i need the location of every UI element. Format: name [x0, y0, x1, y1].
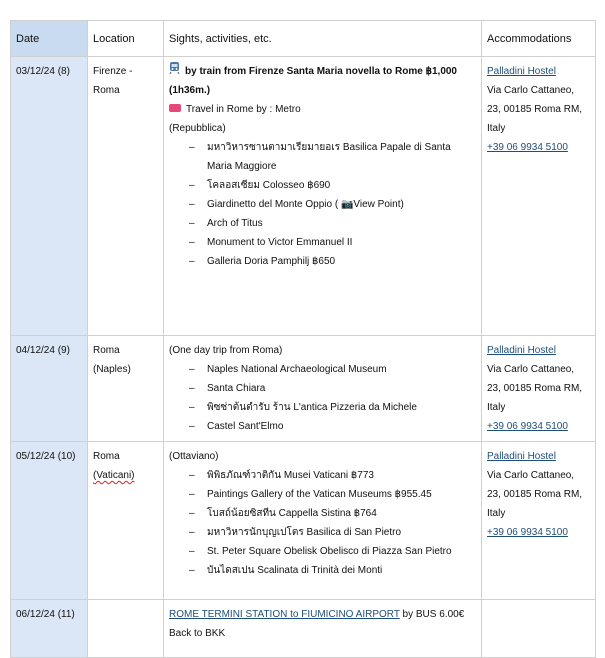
phone-link[interactable]: +39 06 9934 5100 [487, 527, 568, 538]
address-line: Via Carlo Cattaneo, [487, 85, 575, 96]
transfer-line [169, 605, 476, 624]
sights-cell [164, 57, 482, 336]
phone-link[interactable]: +39 06 9934 5100 [487, 421, 568, 432]
accommodation-cell [482, 57, 596, 336]
list-item: – Giardinetto del Monte Oppio ( 📷View Point) [207, 195, 476, 214]
list-item: – St. Peter Square Obelisk Obelisco di Piazza San Pietro [207, 542, 476, 561]
accommodation-cell [482, 600, 596, 658]
header-row [11, 21, 596, 57]
location-line: Firenze - [93, 66, 133, 77]
date-cell: 03/12/24 (8) [11, 57, 88, 336]
list-item: – โคลอสเซียม Colosseo ฿690 [207, 176, 476, 195]
header-location: Location [88, 21, 164, 57]
list-item: – Galleria Doria Pamphilj ฿650 [207, 252, 476, 271]
train-icon [169, 62, 180, 81]
location-line: Roma [93, 451, 120, 462]
address-line: 23, 00185 Roma RM, [487, 489, 583, 500]
note-text: (One day trip from Roma) [169, 345, 283, 356]
phone-link[interactable]: +39 06 9934 5100 [487, 142, 568, 153]
metro-ticket-icon [169, 100, 181, 119]
address-line: Italy [487, 508, 506, 519]
hostel-link[interactable]: Palladini Hostel [487, 451, 556, 462]
list-item: – โบสถ์น้อยซิสทีน Cappella Sistina ฿764 [207, 504, 476, 523]
hostel-link[interactable]: Palladini Hostel [487, 345, 556, 356]
table-row [11, 442, 596, 600]
address-line: Via Carlo Cattaneo, [487, 470, 575, 481]
list-item: – Monument to Victor Emmanuel II [207, 233, 476, 252]
location-line: Roma [93, 85, 120, 96]
address-line: Italy [487, 123, 506, 134]
sights-list [169, 466, 476, 580]
list-item: – พิพิธภัณฑ์วาติกัน Musei Vaticani ฿773 [207, 466, 476, 485]
itinerary-table [10, 20, 596, 658]
header-sights: Sights, activities, etc. [164, 21, 482, 57]
accommodation-cell [482, 442, 596, 600]
list-item: – พิซซ่าต้นตำรับ ร้าน L'antica Pizzeria da Michele [207, 398, 476, 417]
sights-cell [164, 442, 482, 600]
location-line: (Naples) [93, 364, 131, 375]
date-cell: 06/12/24 (11) [11, 600, 88, 658]
header-accommodations: Accommodations [482, 21, 596, 57]
list-item: – มหาวิหารนักบุญเปโตร Basilica di San Pietro [207, 523, 476, 542]
list-item: – มหาวิหารซานตามาเรียมายอเร Basilica Papale di Santa Maria Maggiore [207, 138, 476, 176]
location-cell [88, 336, 164, 442]
location-line: (Vaticani) [93, 470, 135, 481]
location-cell [88, 600, 164, 658]
station-text: (Repubblica) [169, 123, 226, 135]
list-item: – บันไดสเปน Scalinata di Trinità dei Monti [207, 561, 476, 580]
train-text: by train from Firenze Santa Maria novella to Rome ฿1,000 (1h36m.) [169, 66, 457, 97]
table-row [11, 336, 596, 442]
transfer-suffix: by BUS 6.00€ [399, 609, 465, 620]
location-cell [88, 57, 164, 336]
list-item: – Arch of Titus [207, 214, 476, 233]
table-row [11, 600, 596, 658]
travel-line [169, 100, 476, 119]
list-item: – Castel Sant'Elmo [207, 417, 476, 436]
hostel-link[interactable]: Palladini Hostel [487, 66, 556, 77]
accommodation-cell [482, 336, 596, 442]
transfer-link[interactable]: ROME TERMINI STATION to FIUMICINO AIRPORT [169, 609, 400, 620]
address-line: 23, 00185 Roma RM, [487, 104, 583, 115]
sights-cell [164, 336, 482, 442]
date-cell: 05/12/24 (10) [11, 442, 88, 600]
back-text: Back to BKK [169, 628, 226, 639]
header-date: Date [11, 21, 88, 57]
sights-list [169, 360, 476, 436]
travel-text: Travel in Rome by : Metro [186, 104, 301, 116]
address-line: Via Carlo Cattaneo, [487, 364, 575, 375]
list-item: – Paintings Gallery of the Vatican Museums ฿955.45 [207, 485, 476, 504]
sights-list [169, 138, 476, 271]
location-line: Roma [93, 345, 120, 356]
sights-cell [164, 600, 482, 658]
list-item: – Santa Chiara [207, 379, 476, 398]
train-line [169, 62, 476, 100]
list-item: – Naples National Archaeological Museum [207, 360, 476, 379]
address-line: Italy [487, 402, 506, 413]
address-line: 23, 00185 Roma RM, [487, 383, 583, 394]
note-text: (Ottaviano) [169, 451, 219, 462]
location-cell [88, 442, 164, 600]
date-cell: 04/12/24 (9) [11, 336, 88, 442]
table-row [11, 57, 596, 336]
